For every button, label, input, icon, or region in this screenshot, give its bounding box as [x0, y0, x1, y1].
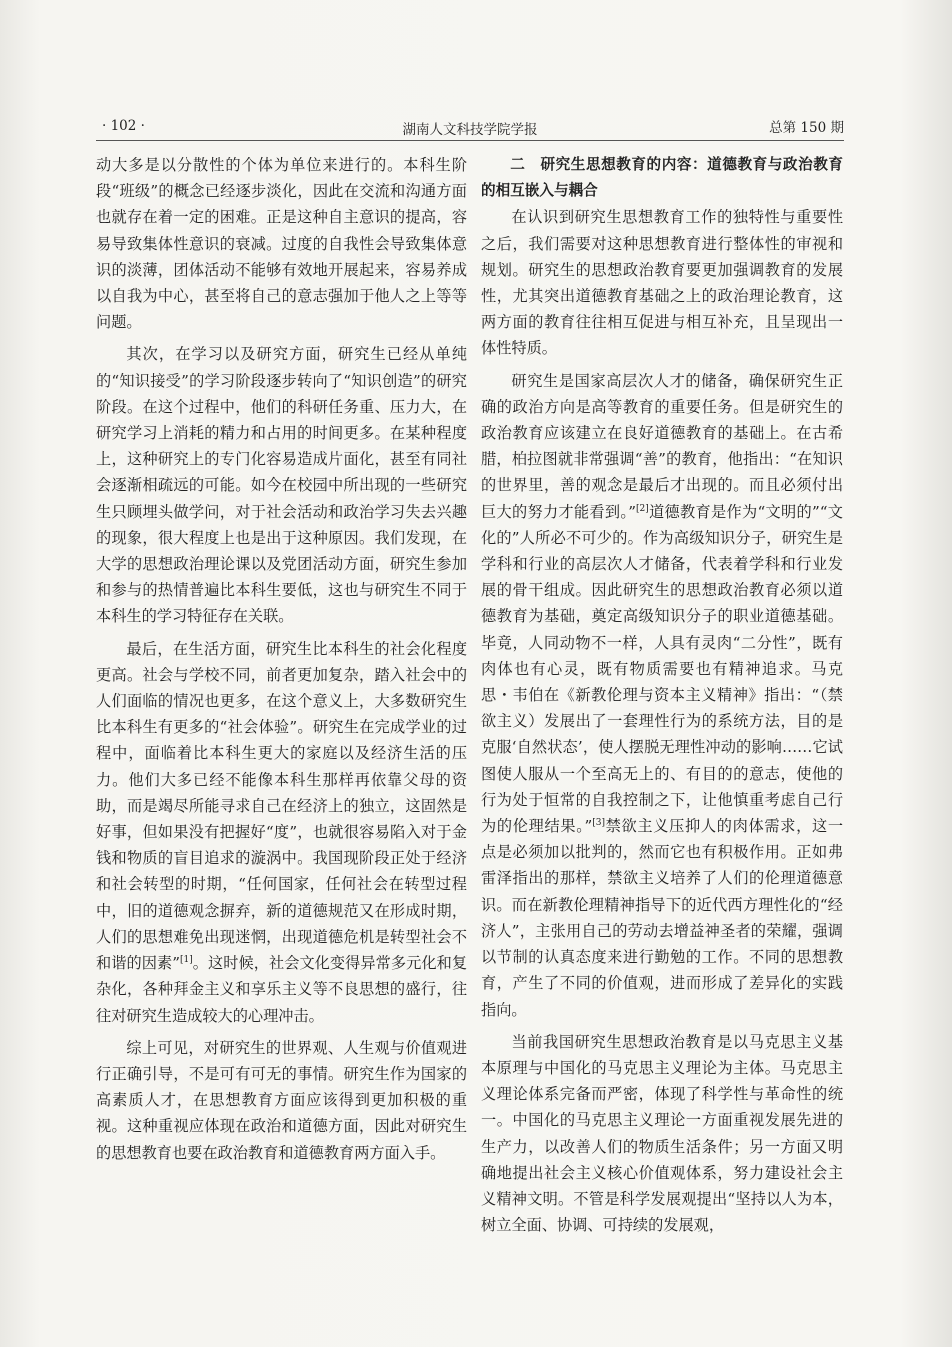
- citation-ref: [2]: [636, 503, 649, 514]
- running-header: [96, 112, 844, 141]
- right-column: [481, 152, 843, 1238]
- paragraph-text: 禁欲主义压抑人的肉体需求，这一点是必须加以批判的，然而它也有积极作用。正如弗雷泽指出的那样，禁欲主义培养了人们的伦理道德意识。而在新教伦理精神指导下的近代西方理性化的“经济人”，主张用自己的劳动去增益神圣者的荣耀，强调以节制的认真态度来进行勤勉的工作。不同的思想教育，产生了不同的价值观，进而形成了差异化的实践指向。: [481, 817, 844, 1019]
- paragraph: 综上可见，对研究生的世界观、人生观与价值观进行正确引导，不是可有可无的事情。研究生作为国家的高素质人才，在思想教育方面应该得到更加积极的重视。这种重视应体现在政治和道德方面，因此对研究生的思想教育也要在政治教育和道德教育两方面入手。: [96, 1038, 467, 1162]
- paragraph-text: 最后，在生活方面，研究生比本科生的社会化程度更高。社会与学校不同，前者更加复杂，踏入社会中的人们面临的情况也更多，在这个意义上，大多数研究生比本科生有更多的“社会体验”。研究生在完成学业的过程中，面临着比本科生更大的家庭以及经济生活的压力。他们大多已经不能像本科生那样再依靠父母的资助，而是竭尽所能寻求自己在经济上的独立，这固然是好事，但如果没有把握好“度”，也就很容易陷入对于金钱和物质的盲目追求的漩涡中。我国现阶段正处于经济和社会转型的时期，“任何国家，任何社会在转型过程中，旧的道德观念摒弃，新的道德规范又在形成时期，人们的思想难免出现迷惘，出现道德危机是转型社会不和谐的因素”: [96, 639, 467, 973]
- paragraph: [481, 368, 843, 1023]
- paragraph: [96, 636, 467, 1029]
- paragraph: 在认识到研究生思想教育工作的独特性与重要性之后，我们需要对这种思想教育进行整体性的审视和规划。研究生的思想政治教育要更加强调教育的发展性，尤其突出道德教育基础之上的政治理论教育，这两方面的教育往往相互促进与相互补充，且呈现出一体性特质。: [481, 208, 843, 358]
- paragraph-text: 研究生是国家高层次人才的储备，确保研究生正确的政治方向是高等教育的重要任务。但是研究生的政治教育应该建立在良好道德教育的基础上。在古希腊，柏拉图就非常强调“善”的教育，他指出：“在知识的世界里，善的观念是最后才出现的。而且必须付出巨大的努力才能看到。”: [481, 371, 843, 521]
- paragraph: 当前我国研究生思想政治教育是以马克思主义基本原理与中国化的马克思主义理论为主体。马克思主义理论体系完备而严密，体现了科学性与革命性的统一。中国化的马克思主义理论一方面重视发展先进的生产力，以改善人们的物质生活条件；另一方面又明确地提出社会主义核心价值观体系，努力建设社会主义精神文明。不管是科学发展观提出“坚持以人为本，树立全面、协调、可持续的发展观，: [481, 1032, 843, 1235]
- citation-ref: [3]: [592, 818, 605, 829]
- left-column: [96, 152, 467, 1166]
- paragraph: 动大多是以分散性的个体为单位来进行的。本科生阶段“班级”的概念已经逐步淡化，因此在交流和沟通方面也就存在着一定的困难。正是这种自主意识的提高，容易导致集体性意识的衰减。过度的自我性会导致集体意识的淡薄，团体活动不能够有效地开展起来，容易养成以自我为中心，甚至将自己的意志强加于他人之上等等问题。: [96, 156, 467, 332]
- paragraph: 其次，在学习以及研究方面，研究生已经从单纯的“知识接受”的学习阶段逐步转向了“知识创造”的研究阶段。在这个过程中，他们的科研任务重、压力大，在研究学习上消耗的精力和占用的时间更多。在某种程度上，这种研究上的专门化容易造成片面化，甚至有同社会逐渐相疏远的可能。如今在校园中所出现的一些研究生只顾埋头做学问，对于社会活动和政治学习失去兴趣的现象，很大程度上也是出于这种原因。我们发现，在大学的思想政治理论课以及党团活动方面，研究生参加和参与的热情普遍比本科生要低，这也与研究生不同于本科生的学习特征存在关联。: [96, 345, 467, 626]
- paragraph-text: 。这时候，社会文化变得异常多元化和复杂化，各种拜金主义和享乐主义等不良思想的盛行，往往对研究生造成较大的心理冲击。: [96, 954, 468, 1025]
- section-heading: 二 研究生思想教育的内容：道德教育与政治教育的相互嵌入与耦合: [481, 156, 843, 200]
- journal-title: 湖南人文科技学院学报: [402, 122, 538, 138]
- issue-number: 总第 150 期: [769, 120, 844, 136]
- page-number: · 102 ·: [102, 118, 145, 134]
- paragraph-text: 道德教育是作为“文明的”“文化的”人所必不可少的。作为高级知识分子，研究生是学科和行业的高层次人才储备，代表着学科和行业发展的骨干组成。因此研究生的思想政治教育必须以道德教育为基础，奠定高级知识分子的职业道德基础。毕竟，人同动物不一样，人具有灵肉“二分性”，既有肉体也有心灵，既有物质需要也有精神追求。马克思・韦伯在《新教伦理与资本主义精神》指出：“（禁欲主义）发展出了一套理性行为的系统方法，目的是克服‘自然状态’，使人摆脱无理性冲动的影响……它试图使人服从一个至高无上的、有目的的意志，使他的行为处于恒常的自我控制之下，让他慎重考虑自己行为的伦理结果。”: [481, 502, 843, 836]
- citation-ref: [1]: [179, 955, 193, 966]
